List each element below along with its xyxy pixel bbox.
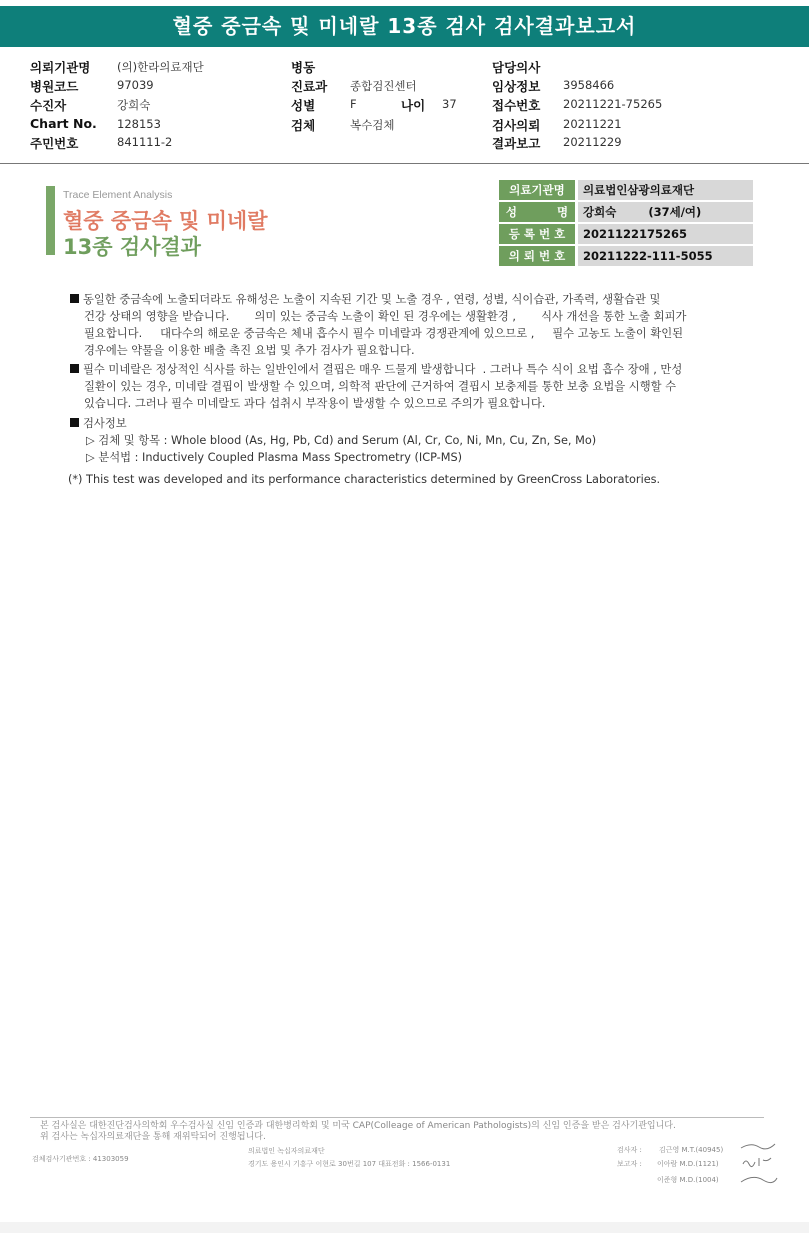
test-info-title: 검사정보	[83, 417, 127, 430]
patient-info-row	[499, 180, 753, 200]
receipt-label: 접수번호	[492, 98, 541, 113]
bullet-square-icon	[70, 294, 79, 303]
institution-value: (의)한라의료재단	[117, 60, 204, 74]
footer-cert-line2: 위 검사는 녹십자의료재단을 통해 재위탁되어 진행됩니다.	[40, 1132, 266, 1142]
signature-mark	[741, 1177, 777, 1182]
chart-label: Chart No.	[30, 116, 97, 131]
ward-label: 병동	[291, 60, 316, 75]
para-line: 경우에는 약물을 이용한 배출 촉진 요법 및 추가 검사가 필요합니다.	[84, 344, 415, 357]
receipt-value: 20211221-75265	[563, 97, 663, 111]
para-line: 필수 미네랄은 정상적인 식사를 하는 일반인에서 결핍은 매우 드물게 발생합니다 . 그러나 특수 식이 요법 흡수 장애 , 만성	[83, 363, 683, 376]
section-accent-bar	[46, 186, 55, 255]
mineral-paragraph	[70, 361, 740, 412]
hospital-code-value: 97039	[117, 78, 154, 92]
lab-note: (*) This test was developed and its performance characteristics determined by GreenCross Laboratories.	[68, 473, 661, 486]
age-value: 37	[442, 97, 457, 111]
tester-name: 김근영 M.T.(40945)	[659, 1146, 724, 1154]
bullet-square-icon	[70, 364, 79, 373]
dept-value: 종합검진센터	[350, 79, 417, 93]
report-date-value: 20211229	[563, 135, 622, 149]
signature-mark	[741, 1144, 775, 1149]
report-date-label: 결과보고	[492, 136, 541, 151]
patient-info-row	[499, 246, 753, 266]
patient-info-value: 강희숙 (37세/여)	[578, 202, 753, 222]
patient-info-key: 등 록 번 호	[499, 224, 575, 244]
report-title: 혈중 중금속 및 미네랄 13종 검사 검사결과보고서	[0, 6, 809, 47]
clinical-value: 3958466	[563, 78, 615, 92]
patient-label: 수진자	[30, 98, 67, 113]
institution-label: 의뢰기관명	[30, 60, 91, 75]
request-label: 검사의뢰	[492, 118, 541, 133]
age-label: 나이	[401, 98, 426, 113]
patient-info-key: 의료기관명	[499, 180, 575, 200]
header-divider	[0, 163, 809, 164]
clinical-label: 임상정보	[492, 79, 541, 94]
para-line: 필요합니다. 대다수의 해로운 중금속은 체내 흡수시 필수 미네랄과 경쟁관계에 있으므로 , 필수 고농도 노출이 확인된	[84, 327, 684, 340]
bullet-square-icon	[70, 418, 79, 427]
signatures	[737, 1138, 779, 1188]
doctor-label: 담당의사	[492, 60, 541, 75]
test-info-specimen: ▷ 검체 및 항목 : Whole blood (As, Hg, Pb, Cd) and Serum (Al, Cr, Co, Ni, Mn, Cu, Zn, Se, Mo)	[86, 434, 597, 447]
tester-label: 검사자 :	[617, 1146, 642, 1154]
para-line: 있습니다. 그러나 필수 미네랄도 과다 섭취시 부작용이 발생할 수 있으므로 주의가 필요합니다.	[84, 397, 546, 410]
patient-info-key: 성 명	[499, 202, 575, 222]
patient-info-key: 의 뢰 번 호	[499, 246, 575, 266]
test-info-method: ▷ 분석법 : Inductively Coupled Plasma Mass Spectrometry (ICP-MS)	[86, 451, 463, 464]
test-info-heading	[70, 415, 740, 432]
signature-mark	[743, 1158, 771, 1167]
para-line: 동일한 중금속에 노출되더라도 유해성은 노출이 지속된 기간 및 노출 경우 , 연령, 성별, 식이습관, 가족력, 생활습관 및	[83, 293, 661, 306]
resident-value: 841111-2	[117, 135, 173, 149]
reporter2-name: 이준형 M.D.(1004)	[657, 1176, 719, 1184]
section-title-line2: 13종 검사결과	[63, 235, 201, 259]
patient-info-value: 의료법인삼광의료재단	[578, 180, 753, 200]
report-header	[0, 54, 809, 159]
sex-label: 성별	[291, 98, 316, 113]
resident-label: 주민번호	[30, 136, 79, 151]
specimen-label: 검체	[291, 118, 316, 133]
patient-value: 강희숙	[117, 98, 151, 112]
footer-org-number: 검체검사기관번호 : 41303059	[32, 1155, 129, 1163]
heavy-metal-paragraph	[70, 291, 740, 359]
footer-foundation: 의료법인 녹십자의료재단	[248, 1147, 325, 1155]
chart-value: 128153	[117, 117, 161, 131]
footer-cert-line1: 본 검사실은 대한진단검사의학회 우수검사실 신임 인증과 대한병리학회 및 미국 CAP(Colleage of American Pathologists)의 신임 인증을 받은 검사기관입니다.	[40, 1121, 676, 1131]
sex-value: F	[350, 97, 357, 111]
hospital-code-label: 병원코드	[30, 79, 79, 94]
reporter-name: 이아람 M.D.(1121)	[657, 1160, 719, 1168]
patient-info-row	[499, 224, 753, 244]
footer-address: 경기도 용인시 기흥구 이현로 30번길 107 대표전화 : 1566-0131	[248, 1160, 451, 1168]
reporter-label: 보고자 :	[617, 1160, 642, 1168]
footer-divider	[30, 1117, 764, 1118]
para-line: 질환이 있는 경우, 미네랄 결핍이 발생할 수 있으며, 의학적 판단에 근거하여 결핍시 보충제를 통한 보충 요법을 시행할 수	[84, 380, 677, 393]
section-title-line1: 혈중 중금속 및 미네랄	[63, 209, 268, 233]
specimen-value: 복수검체	[350, 118, 395, 132]
request-value: 20211221	[563, 117, 622, 131]
patient-info-row	[499, 202, 753, 222]
dept-label: 진료과	[291, 79, 328, 94]
para-line: 건강 상태의 영향을 받습니다. 의미 있는 중금속 노출이 확인 된 경우에는 생활환경 , 식사 개선을 통한 노출 회피가	[84, 310, 687, 323]
patient-info-value: 2021122175265	[578, 224, 753, 244]
patient-info-value: 20211222-111-5055	[578, 246, 753, 266]
section-eng-title: Trace Element Analysis	[63, 189, 173, 201]
